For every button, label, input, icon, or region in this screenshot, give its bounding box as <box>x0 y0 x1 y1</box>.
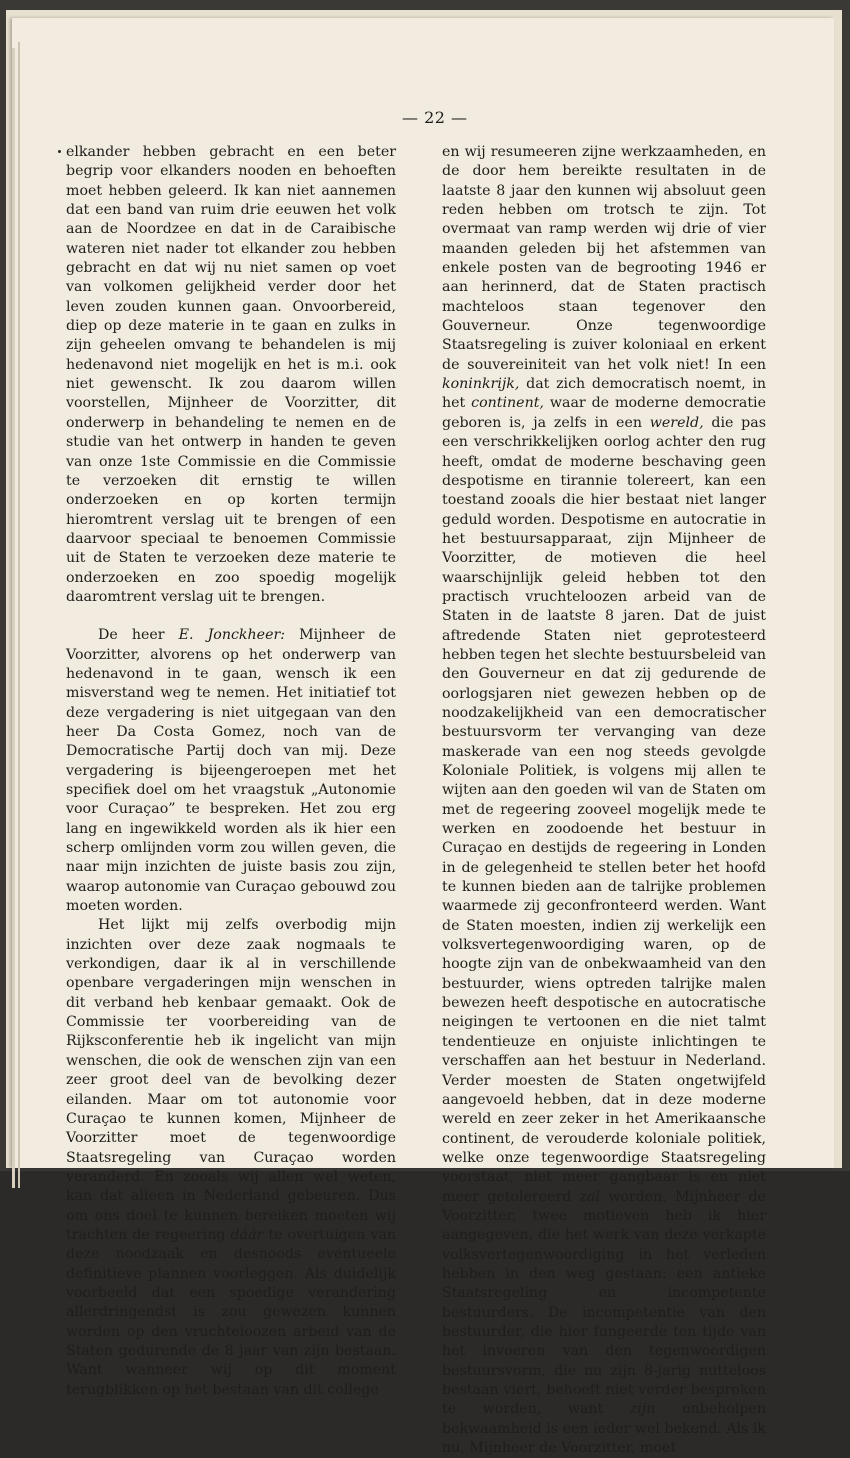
speaker-intro: De heer <box>98 627 165 644</box>
paragraph: elkander hebben gebracht en een beter begrip voor elkanders nooden en behoeften moet hebben geleerd. Ik kan niet aannemen dat een band van ruim drie eeuwen het volk aan de Noordzee en dat in de Caraibische wateren niet nader tot elkander zou hebben gebracht en dat wij nu niet samen op voet van volkomen gelijkheid verder door het leven zouden kunnen gaan. Onvoorbereid, diep op deze materie in te gaan en zulks in zijn geheelen omvang te behandelen is mij hedenavond niet mogelijk en het is m.i. ook niet gewenscht. Ik zou daarom willen voorstellen, Mijnheer de Voorzitter, dit onderwerp in behandeling te nemen en de studie van het ontwerp in handen te geven van onze 1ste Commissie en die Commissie te verzoeken dit ernstig te willen onderzoeken en op korten termijn hieromtrent verslag uit te brengen of een daarvoor speciaal te benoemen Commissie uit de Staten te verzoeken deze materie te onderzoeken en zoo spoedig mogelijk daaromtrent verslag uit te brengen. <box>66 144 396 605</box>
emphasis: zijn <box>629 1401 656 1418</box>
margin-mark <box>58 150 61 153</box>
speaker-name: E. Jonckheer: <box>178 627 286 644</box>
emphasis: dáár <box>230 1226 264 1243</box>
emphasis: zal <box>579 1188 601 1205</box>
paragraph-text: Mijnheer de Voorzitter, alvorens op het onderwerp van hedenavond in te gaan, wensch ik een misverstand weg te nemen. Het initiatief tot deze vergadering is niet uitgegaan van den heer Da Costa Gomez, noch van de Democratische Partij doch van mij. Deze vergadering is bijeengeroepen met het specifiek doel om het vraagstuk „Autonomie voor Curaçao” te bespreken. Het zou erg lang en ingewikkeld worden als ik hier een scherp omlijnden vorm zou willen geven, die naar mijn inzichten de juiste basis zou zijn, waarop autonomie van Curaçao gebouwd zou moeten worden. <box>66 627 397 915</box>
paragraph-text: te overtuigen van deze noodzaak en desnoods eventueele definitieve plannen voorleggen. Als duidelijk voorbeeld dat een spoedige verandering allerdringendst is zou gewezen kunnen worden op den vruchteloozen arbeid van de Staten gedurende de 8 jaar van zijn bestaan. Want wanneer wij op dit moment terugblikken op het bestaan van dit college <box>66 1226 396 1398</box>
paragraph-text: Het lijkt mij zelfs overbodig mijn inzichten over deze zaak nogmaals te verkondigen, daar ik al in verschillende openbare vergaderingen mijn wenschen in dit verband heb kenbaar gemaakt. Ook de Commissie ter voorbereiding van de Rijksconferentie heb ik ingelicht van mijn wenschen, die ook de wenschen zijn van een zeer groot deel van de bevolking dezer eilanden. Maar om tot autonomie voor Curaçao te kunnen komen, Mijnheer de Voorzitter moet de tegenwoordige Staatsregeling van Curaçao worden veranderd. En zooals wij allen wel weten, kan dat alleen in Nederland gebeuren. Dus om ons doel te kunnen bereiken moeten wij trachten de regeering <box>66 917 396 1243</box>
paragraph-text: onbeholpen bekwaamheid is een ieder wel bekend. Als ik nu, Mijnheer de Voorzitter, moet <box>442 1401 766 1457</box>
emphasis: wereld, <box>649 414 704 431</box>
paragraph <box>66 626 396 916</box>
paragraph-text: waar de moderne democratie geboren is, ja zelfs in een <box>442 395 766 431</box>
paragraph <box>66 916 396 1400</box>
paragraph-text: dat zich democratisch noemt, in het <box>442 376 766 412</box>
paragraph-text: en wij resumeeren zijne werkzaamheden, en de door hem bereikte resultaten in de laatste 8 jaar den kunnen wij absoluut geen reden hebben om trotsch te zijn. Tot overmaat van ramp werden wij drie of vier maanden geleden bij het afstemmen van enkele posten van de begrooting 1946 er aan herinnerd, dat de Staten practisch machteloos staan tegenover den Gouverneur. Onze tegenwoordige Staatsregeling is zuiver koloniaal en erkent de souvereiniteit van het volk niet! In een <box>442 144 766 373</box>
right-column <box>442 143 766 1458</box>
left-column <box>66 143 396 1400</box>
page-edge <box>12 48 15 1188</box>
emphasis: continent, <box>471 395 544 412</box>
paragraph <box>442 143 766 1458</box>
paragraph-text: worden. Mijnheer de Voorzitter, twee motieven heb ik hier aangegeven, die het werk van deze verkapte volksvertegenwoordiging in het verleden hebben in den weg gestaan: een antieke Staatsregeling en incompetente bestuurders. De incompetentie van den bestuurder, die hier fungeerde ten tijde van het invoeren van den tegenwoordigen bestuursvorm, die nu zijn 8-jarig nutteloos bestaan viert, behoeft niet verder besproken te worden, want <box>442 1188 766 1418</box>
emphasis: koninkrijk, <box>442 376 520 393</box>
page-number: — 22 — <box>402 108 468 127</box>
page-edge <box>18 42 20 1188</box>
paragraph-text: die pas een verschrikkelijken oorlog achter den rug heeft, omdat de moderne beschaving geen despotisme en tirannie tolereert, kan een toestand zooals die hier bestaat niet langer geduld worden. Despotisme en autocratie in het bestuursapparaat, zijn Mijnheer de Voorzitter, de motieven die heel waarschijnlijk geleid hebben tot den practisch vruchteloozen arbeid van de Staten in de laatste 8 jaren. Dat de juist aftredende Staten niet geprotesteerd hebben tegen het slechte bestuursbeleid van den Gouverneur en dat zij gedurende de oorlogsjaren niet gewezen hebben op de noodzakelijkheid van een democratischer bestuursvorm ter vervanging van deze maskerade van een nog steeds gevolgde Koloniale Politiek, is volgens mij allen te wijten aan den goeden wil van de Staten om met de regeering zooveel mogelijk mede te werken en zoodoende het bestuur in Curaçao en destijds de regeering in Londen in de gelegenheid te stellen beter het hoofd te kunnen bieden aan de talrijke problemen waarmede zij geconfronteerd werden. Want de Staten moesten, indien zij werkelijk een volksvertegenwoordiging waren, op de hoogte zijn van de onbekwaamheid van den bestuurder, wiens optreden talrijke malen bewezen heeft despotische en autocratische neigingen te vertoonen en die niet talmt tendentieuze en onjuiste inlichtingen te verschaffen aan het bestuur in Nederland. Verder moesten de Staten ongetwijfeld aangevoeld hebben, dat in deze moderne wereld en zeer zeker in het Amerikaansche continent, de verouderde koloniale politiek, welke onze tegenwoordige Staatsregeling voorstaat, niet meer gangbaar is en niet meer getolereerd <box>442 414 767 1205</box>
